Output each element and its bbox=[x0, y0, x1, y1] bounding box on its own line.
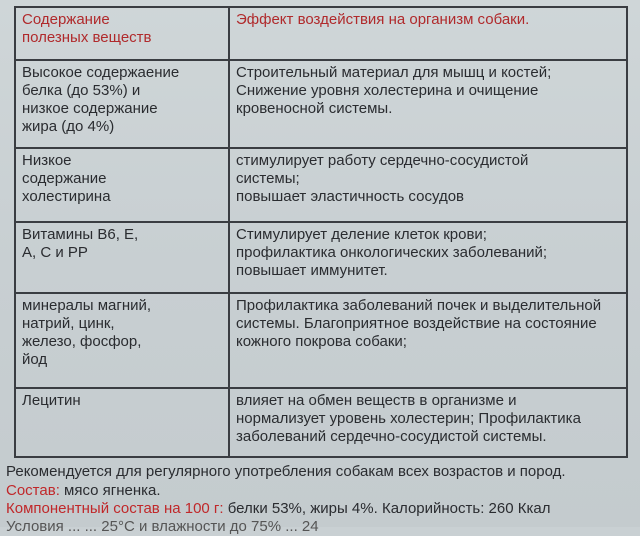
recommendation-text: Рекомендуется для регулярного употребления собакам всех возрастов и пород. bbox=[6, 463, 566, 480]
effect-cell: стимулирует работу сердечно-сосудистой системы; повышает эластичность сосудов bbox=[229, 148, 627, 222]
table-row bbox=[15, 293, 627, 388]
components-line bbox=[6, 500, 636, 518]
substance-cell: Витамины В6, Е, А, С и РР bbox=[15, 222, 229, 293]
header-effect: Эффект воздействия на организм собаки. bbox=[229, 7, 627, 60]
components-label: Компонентный состав на 100 г: bbox=[6, 500, 224, 517]
components-value: белки 53%, жиры 4%. Калорийность: 260 Ккал bbox=[223, 500, 551, 517]
effect-cell: Стимулирует деление клеток крови; профилактика онкологических заболеваний; повышает иммунитет. bbox=[229, 222, 627, 293]
table-row bbox=[15, 148, 627, 222]
composition-line bbox=[6, 482, 636, 500]
header-substances: Содержание полезных веществ bbox=[15, 7, 229, 60]
table-row bbox=[15, 388, 627, 457]
composition-value: мясо ягненка. bbox=[59, 482, 161, 499]
table-header-row bbox=[15, 7, 627, 60]
substance-cell: Низкое содержание холестирина bbox=[15, 148, 229, 222]
effect-cell: Профилактика заболеваний почек и выделительной системы. Благоприятное воздействие на состояние кожного покрова собаки; bbox=[229, 293, 627, 388]
table-row bbox=[15, 60, 627, 148]
effect-cell: Строительный материал для мышц и костей; Снижение уровня холестерина и очищение кровеносной системы. bbox=[229, 60, 627, 148]
composition-label: Состав: bbox=[6, 482, 60, 499]
storage-line-partial: Условия ... ... 25°С и влажности до 75% ... 24 bbox=[6, 518, 319, 535]
table-row bbox=[15, 222, 627, 293]
effect-cell: влияет на обмен веществ в организме и нормализует уровень холестерин; Профилактика заболеваний сердечно-сосудистой системы. bbox=[229, 388, 627, 457]
substance-cell: Высокое содержаение белка (до 53%) и низкое содержание жира (до 4%) bbox=[15, 60, 229, 148]
substance-cell: минералы магний, натрий, цинк, железо, фосфор, йод bbox=[15, 293, 229, 388]
substance-cell: Лецитин bbox=[15, 388, 229, 457]
nutrition-table bbox=[14, 6, 628, 458]
